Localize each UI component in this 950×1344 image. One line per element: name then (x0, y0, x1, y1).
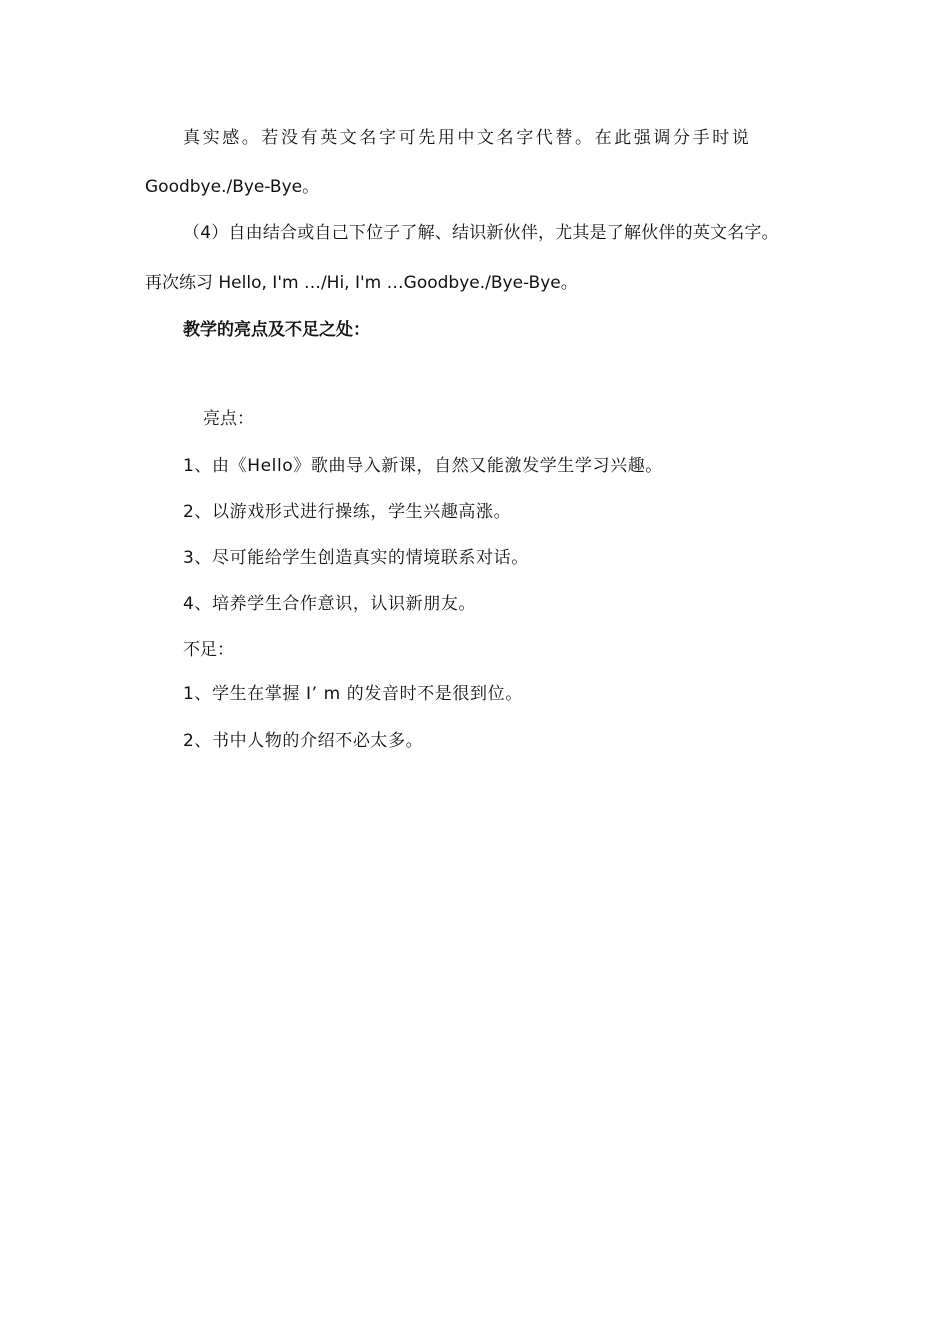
paragraph-line: Goodbye./Bye-Bye。 (145, 177, 320, 197)
list-item: 3、尽可能给学生创造真实的情境联系对话。 (183, 548, 529, 568)
list-item: 2、书中人物的介绍不必太多。 (183, 731, 424, 751)
shortcomings-label: 不足： (183, 640, 234, 660)
list-item: 2、以游戏形式进行操练，学生兴趣高涨。 (183, 502, 512, 522)
paragraph-line: （4）自由结合或自己下位子了解、结识新伙伴，尤其是了解伙伴的英文名字。 (183, 223, 779, 243)
list-item: 4、培养学生合作意识，认识新朋友。 (183, 594, 477, 614)
paragraph-line: 再次练习 Hello, I'm …/Hi, I'm …Goodbye./Bye-Bye。 (145, 273, 578, 293)
list-item: 1、学生在掌握 I’ m 的发音时不是很到位。 (183, 684, 523, 704)
paragraph-line: 真实感。若没有英文名字可先用中文名字代替。在此强调分手时说 (183, 128, 752, 148)
section-heading: 教学的亮点及不足之处： (183, 320, 370, 340)
highlights-label: 亮点： (203, 409, 254, 429)
list-item: 1、由《Hello》歌曲导入新课，自然又能激发学生学习兴趣。 (183, 456, 663, 476)
